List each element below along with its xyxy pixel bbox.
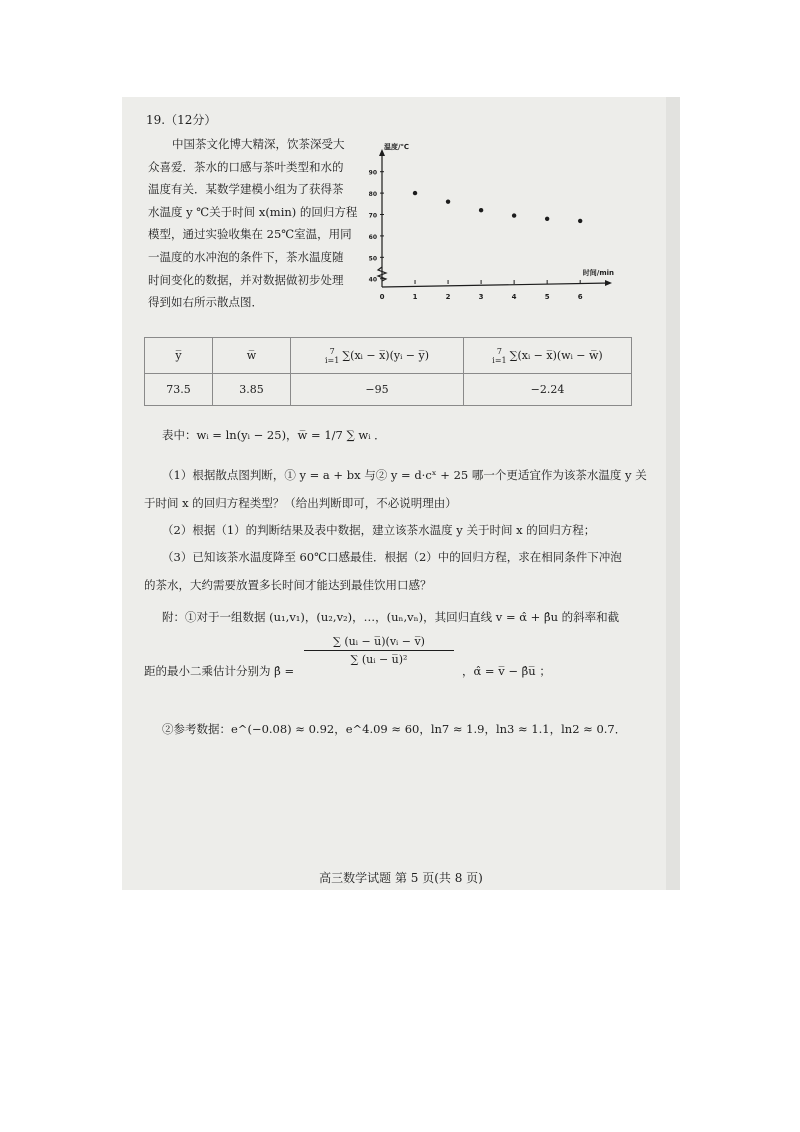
y-tick-label: 50 bbox=[368, 255, 377, 263]
data-point bbox=[413, 191, 417, 195]
part-3-line-2: 的茶水，大约需要放置多长时间才能达到最佳饮用口感？ bbox=[144, 578, 432, 592]
x-tick-label: 0 bbox=[379, 293, 385, 301]
intro-line: 时间变化的数据，并对数据做初步处理 bbox=[148, 272, 344, 287]
intro-line: 水温度 y ℃关于时间 x(min) 的回归方程 bbox=[148, 204, 358, 219]
part-1-line-2: 于时间 x 的回归方程类型？（给出判断即可，不必说明理由） bbox=[144, 496, 457, 510]
stats-table bbox=[144, 337, 632, 406]
sum-expression: ∑(xᵢ − x̅)(wᵢ − w̅) bbox=[509, 348, 603, 362]
x-tick-label: 2 bbox=[445, 293, 451, 301]
x-tick-label: 3 bbox=[478, 293, 484, 301]
sum-lower-bound: i=1 bbox=[492, 355, 507, 365]
part-2: （2）根据（1）的判断结果及表中数据，建立该茶水温度 y 关于时间 x 的回归方程； bbox=[162, 523, 596, 537]
data-point bbox=[512, 213, 516, 217]
intro-line: 温度有关．某数学建模小组为了获得茶 bbox=[148, 182, 344, 197]
y-tick-label: 60 bbox=[368, 233, 377, 241]
sum-expression: ∑(xᵢ − x̅)(yᵢ − y̅) bbox=[342, 348, 430, 362]
x-tick-label: 6 bbox=[577, 293, 583, 301]
question-number: 19.（12分） bbox=[146, 113, 217, 127]
beta-denominator: ∑ (uᵢ − u̅)² bbox=[350, 653, 408, 666]
y-tick-label: 70 bbox=[368, 212, 377, 220]
intro-line: 一温度的水冲泡的条件下，茶水温度随 bbox=[148, 249, 344, 264]
question-intro bbox=[148, 133, 370, 314]
appendix-line-1: 附：①对于一组数据 (u₁,v₁)，(u₂,v₂)，…，(uₙ,vₙ)，其回归直线 v = α̂ + β̂u 的斜率和截 bbox=[162, 610, 620, 624]
intro-line: 模型，通过实验收集在 25℃室温，用同 bbox=[148, 227, 352, 242]
table-header-cell: w̅ bbox=[213, 338, 291, 374]
data-point bbox=[578, 219, 582, 223]
part-3-line-1: （3）已知该茶水温度降至 60℃口感最佳．根据（2）中的回归方程，求在相同条件下冲泡 bbox=[162, 550, 622, 564]
data-point bbox=[479, 208, 483, 212]
y-axis-label: 温度/℃ bbox=[384, 143, 410, 151]
data-point bbox=[446, 199, 450, 203]
y-tick-label: 80 bbox=[368, 191, 377, 199]
appendix-line-2-prefix: 距的最小二乘估计分别为 β̂ = bbox=[144, 664, 295, 678]
x-tick-label: 5 bbox=[544, 293, 550, 301]
x-tick-label: 4 bbox=[511, 293, 517, 301]
x-axis-label: 时间/min bbox=[582, 269, 614, 277]
data-point bbox=[545, 217, 549, 221]
beta-formula bbox=[304, 635, 454, 666]
scatter-plot bbox=[368, 137, 638, 317]
table-cell: −2.24 bbox=[464, 374, 632, 406]
beta-numerator: ∑ (uᵢ − u̅)(vᵢ − v̅) bbox=[333, 635, 425, 648]
x-tick-label: 1 bbox=[412, 293, 418, 301]
table-header-cell bbox=[464, 338, 632, 374]
fraction-bar bbox=[304, 650, 454, 651]
intro-line: 中国茶文化博大精深，饮茶深受大 bbox=[172, 137, 345, 151]
part-1-line-1: （1）根据散点图判断，① y = a + bx 与② y = d·cˣ + 25 哪一个更适宜作为该茶水温度 y 关 bbox=[162, 468, 647, 482]
table-value-row bbox=[145, 374, 632, 406]
page-edge-shadow bbox=[666, 97, 680, 890]
x-axis-arrow bbox=[605, 280, 612, 286]
table-header-cell bbox=[291, 338, 464, 374]
exam-page-photo bbox=[122, 97, 680, 890]
table-header-cell: y̅ bbox=[145, 338, 213, 374]
intro-line: 众喜爱．茶水的口感与茶叶类型和水的 bbox=[148, 159, 344, 174]
appendix-line-2-suffix: ，α̂ = v̅ − β̂u̅ ； bbox=[462, 664, 551, 678]
reference-data: ②参考数据：e^(−0.08) ≈ 0.92，e^4.09 ≈ 60，ln7 ≈ 1.9，ln3 ≈ 1.1，ln2 ≈ 0.7． bbox=[162, 722, 627, 736]
table-note: 表中：wᵢ = ln(yᵢ − 25)，w̅ = 1/7 ∑ wᵢ ． bbox=[162, 428, 386, 442]
table-cell: −95 bbox=[291, 374, 464, 406]
sum-lower-bound: i=1 bbox=[324, 355, 340, 365]
sum-upper-bound: 7 bbox=[329, 346, 335, 356]
table-cell: 73.5 bbox=[145, 374, 213, 406]
sum-upper-bound: 7 bbox=[496, 346, 502, 356]
page-footer: 高三数学试题 第 5 页(共 8 页) bbox=[319, 871, 483, 885]
x-axis bbox=[382, 283, 610, 287]
table-cell: 3.85 bbox=[213, 374, 291, 406]
y-tick-label: 40 bbox=[368, 276, 377, 284]
y-tick-label: 90 bbox=[368, 169, 377, 177]
table-header-row bbox=[145, 338, 632, 374]
intro-line: 得到如右所示散点图． bbox=[148, 295, 263, 310]
